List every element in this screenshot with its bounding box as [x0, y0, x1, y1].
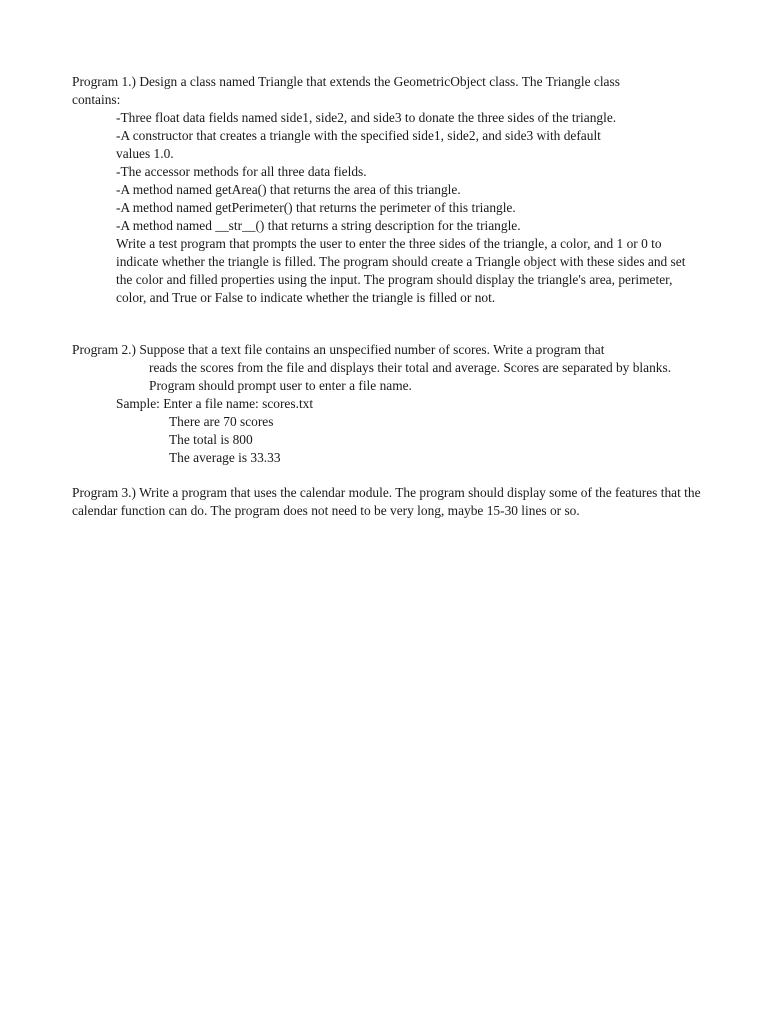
- program-2-intro-rest: reads the scores from the file and displays their total and average. Scores are separated by blanks. Program should prompt user to enter a file name.: [149, 360, 672, 393]
- program-3-text: Program 3.) Write a program that uses the calendar module. The program should display some of the features that the calendar function can do. The program does not need to be very long, maybe 15-30 lines or so.: [72, 485, 701, 518]
- program-2-sample-output: There are 70 scores: [169, 414, 274, 429]
- program-1-item: -A method named getPerimeter() that returns the perimeter of this triangle.: [116, 200, 516, 215]
- program-2-sample-output: The total is 800: [169, 432, 253, 447]
- program-1-section: [72, 73, 700, 307]
- program-1-test-paragraph: Write a test program that prompts the user to enter the three sides of the triangle, a color, and 1 or 0 to indicate whether the triangle is filled. The program should create a Triangle object with these sides and set the color and filled properties using the input. The program should display the triangle's area, perimeter, color, and True or False to indicate whether the triangle is filled or not.: [116, 236, 686, 305]
- program-2-intro-line-1: Program 2.) Suppose that a text file contains an unspecified number of scores. Write a program that: [72, 342, 605, 357]
- program-1-item: -A method named getArea() that returns the area of this triangle.: [116, 182, 461, 197]
- program-2-sample-output: The average is 33.33: [169, 450, 281, 465]
- program-1-intro-line-1: Program 1.) Design a class named Triangle that extends the GeometricObject class. The Triangle class: [72, 74, 620, 89]
- program-2-section: [72, 341, 700, 467]
- program-1-item: -A method named __str__() that returns a string description for the triangle.: [116, 218, 521, 233]
- program-1-intro-line-2: contains:: [72, 92, 121, 107]
- program-1-item: -The accessor methods for all three data fields.: [116, 164, 367, 179]
- program-1-item: -A constructor that creates a triangle with the specified side1, side2, and side3 with default: [116, 128, 601, 143]
- program-3-section: [72, 484, 700, 520]
- program-1-item: -Three float data fields named side1, side2, and side3 to donate the three sides of the triangle.: [116, 110, 617, 125]
- program-2-sample-line: Sample: Enter a file name: scores.txt: [116, 396, 314, 411]
- program-1-item: values 1.0.: [116, 146, 174, 161]
